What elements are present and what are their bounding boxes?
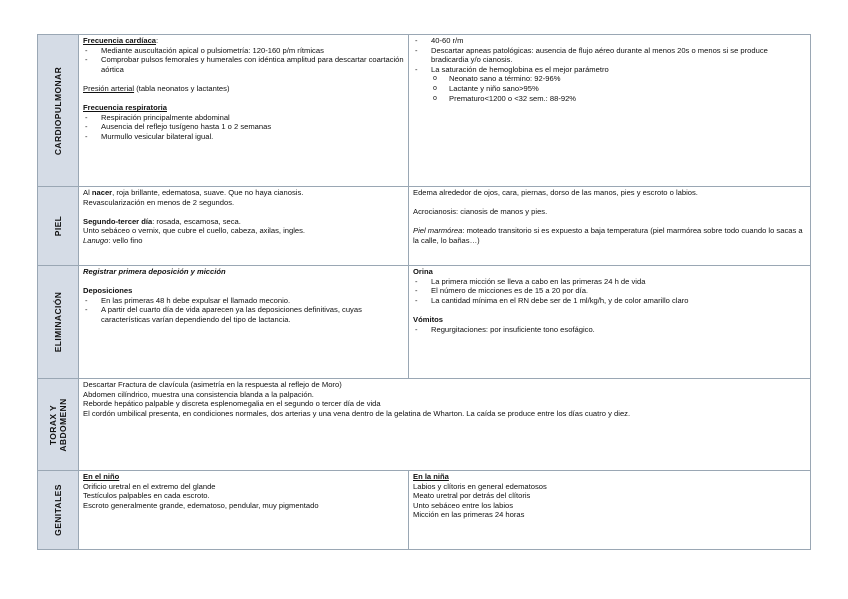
row-piel (38, 187, 811, 266)
row-label-piel: PIEL (38, 187, 79, 266)
fr-title: Frecuencia respiratoria (83, 103, 167, 113)
list-item: - Respiración principalmente abdominal (83, 113, 404, 123)
list-item: o Prematuro<1200 o <32 sem.: 88-92% (413, 94, 806, 104)
list-item: - Murmullo vesicular bilateral igual. (83, 132, 404, 142)
list-item: - La cantidad mínima en el RN debe ser de 1 ml/kg/h, y de color amarillo claro (413, 296, 806, 306)
piel-left-cell: Al nacer, roja brillante, edematosa, suave. Que no haya cianosis. Revascularización en menos de 2 segundos. Segundo-tercer día: rosada, escamosa, seca. Unto sebáceo o vernix, que cubre el cuello, cabeza, axilas, ingles. Lanugo: vello fino (79, 187, 409, 266)
row-torax-abdomen (38, 379, 811, 471)
saturation-list (413, 74, 806, 103)
list-item: - Descartar apneas patológicas: ausencia de flujo aéreo durante al menos 20s o menos si se produce bradicardia y/o cianosis. (413, 46, 806, 65)
genit-left-cell: En el niño Orificio uretral en el extremo del glande Testículos palpables en cada escroto. Escroto generalmente grande, edematoso, pendular, muy pigmentado (79, 471, 409, 550)
genit-right-cell: En la niña Labios y clítoris en general edematosos Meato uretral por detrás del clítoris Unto sebáceo entre los labios Micción en las primeras 24 horas (409, 471, 811, 550)
elim-left-cell: Registrar primera deposición y micción Deposiciones - En las primeras 48 h debe expulsar el llamado meconio. - A partir del cuarto día de vida aparecen ya las deposiciones definitivas, cuyas características varían dependiendo del tipo de lactancia. (79, 266, 409, 379)
list-item: - Comprobar pulsos femorales y humerales con idéntica amplitud para descartar coartación aórtica (83, 55, 404, 74)
fc-list (83, 46, 404, 75)
list-item: o Lactante y niño sano>95% (413, 84, 806, 94)
deposiciones-list (83, 296, 404, 325)
row-label-eliminacion: ELIMINACIÓN (38, 266, 79, 379)
row-cardiopulmonar (38, 35, 811, 187)
list-item: - A partir del cuarto día de vida aparecen ya las deposiciones definitivas, cuyas características varían dependiendo del tipo de lactancia. (83, 305, 404, 324)
row-label-genitales: GENITALES (38, 471, 79, 550)
vomitos-list (413, 325, 806, 335)
elim-right-cell: Orina - La primera micción se lleva a cabo en las primeras 24 h de vida - El número de micciones es de 15 a 20 por día. - La cantidad mínima en el RN debe ser de 1 ml/kg/h, y de color amarillo claro Vómitos - Regurgitaciones: por insuficiente tono esofágico. (409, 266, 811, 379)
row-label-cardiopulmonar: CARDIOPULMONAR (38, 35, 79, 187)
list-item: - En las primeras 48 h debe expulsar el llamado meconio. (83, 296, 404, 306)
exam-table (37, 34, 811, 550)
list-item: - El número de micciones es de 15 a 20 por día. (413, 286, 806, 296)
list-item: - La saturación de hemoglobina es el mejor parámetro o Neonato sano a término: 92-96% o Lactante y niño sano>95% o Prematuro<1200 o <32 sem.: 88-92% (413, 65, 806, 103)
row-genitales (38, 471, 811, 550)
resp-list (413, 36, 806, 103)
list-item: - La primera micción se lleva a cabo en las primeras 24 h de vida (413, 277, 806, 287)
list-item: - Regurgitaciones: por insuficiente tono esofágico. (413, 325, 806, 335)
orina-list (413, 277, 806, 306)
torax-cell: Descartar Fractura de clavícula (asimetría en la respuesta al reflejo de Moro) Abdomen cilíndrico, muestra una consistencia blanda a la palpación. Reborde hepático palpable y discreta esplenomegalia en el segundo o tercer día de vida El cordón umbilical presenta, en condiciones normales, dos arterias y una vena dentro de la gelatina de Wharton. La caída se produce entre los días cuatro y diez. (79, 379, 811, 471)
list-item: - Ausencia del reflejo tusígeno hasta 1 o 2 semanas (83, 122, 404, 132)
list-item: - 40-60 r/m (413, 36, 806, 46)
row-eliminacion (38, 266, 811, 379)
fr-list (83, 113, 404, 142)
cardio-left-cell: Frecuencia cardíaca: - Mediante auscultación apical o pulsiometría: 120-160 p/m rítmicas - Comprobar pulsos femorales y humerales con idéntica amplitud para descartar coartación aórtica Presión arterial (tabla neonatos y lactantes) Frecuencia respiratoria - Respiración principalmente abdominal - Ausencia del reflejo tusígeno hasta 1 o 2 semanas - Murmullo vesicular bilateral igual. (79, 35, 409, 187)
fc-title: Frecuencia cardíaca (83, 36, 157, 45)
list-item: - Mediante auscultación apical o pulsiometría: 120-160 p/m rítmicas (83, 46, 404, 56)
row-label-torax: TORAX Y ABDOMENN (38, 379, 79, 471)
piel-right-cell: Edema alrededor de ojos, cara, piernas, dorso de las manos, pies y escroto o labios. Acrocianosis: cianosis de manos y pies. Piel marmórea: moteado transitorio si es expuesto a baja temperatura (piel marmórea sobre todo cuando lo sacas a la calle, lo bañas…) (409, 187, 811, 266)
list-item: o Neonato sano a término: 92-96% (413, 74, 806, 84)
pa-title: Presión arterial (83, 83, 135, 93)
cardio-right-cell (409, 35, 811, 187)
